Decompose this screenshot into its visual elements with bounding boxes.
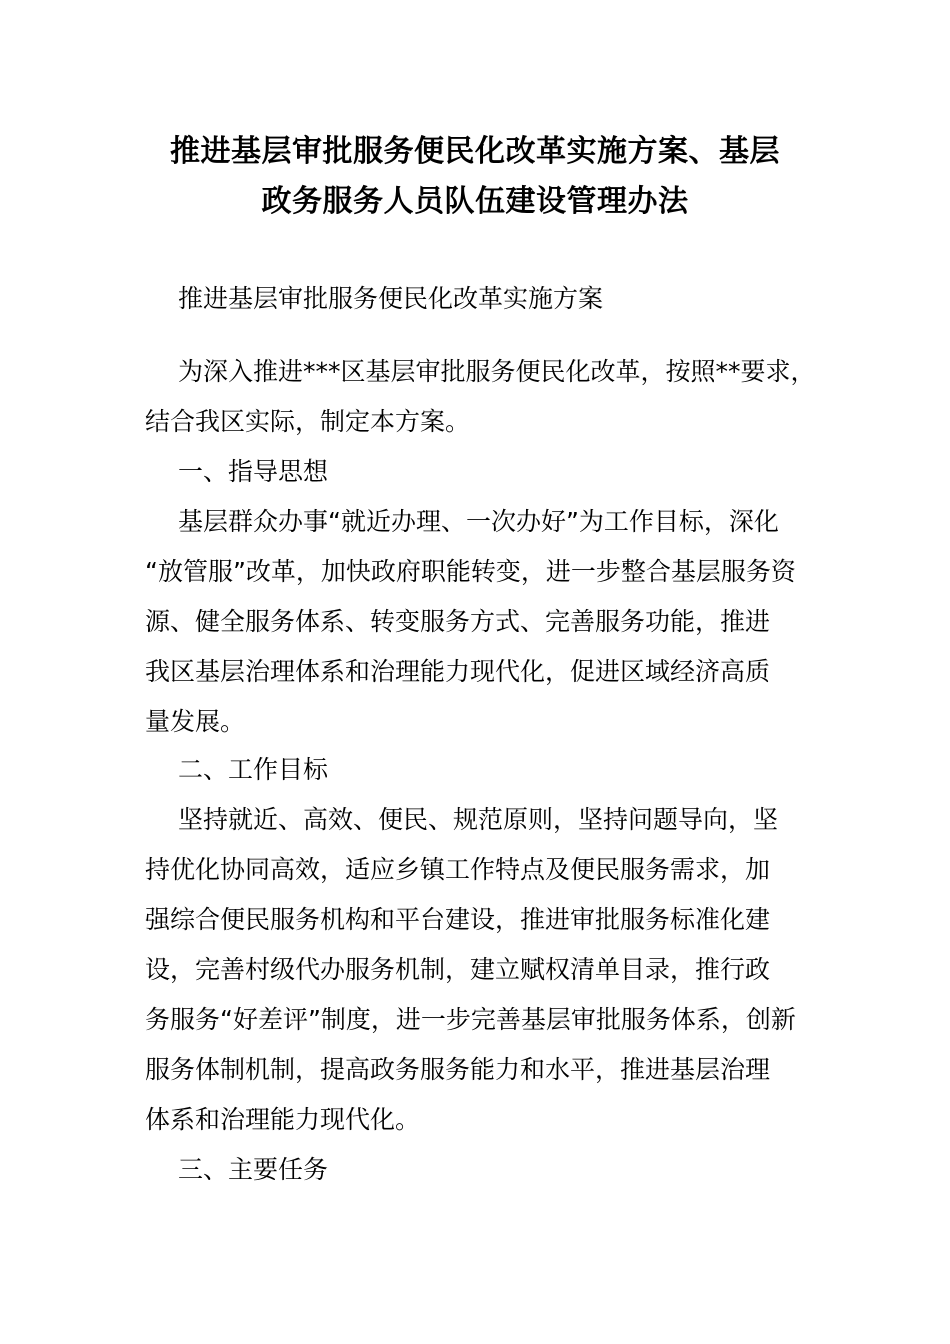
section-1-line-3: 源、健全服务体系、转变服务方式、完善服务功能，推进 [145,607,771,636]
section-2-line-4: 设，完善村级代办服务机制，建立赋权清单目录，推行政 [145,955,771,984]
section-2-line-6: 服务体制机制，提高政务服务能力和水平，推进基层治理 [145,1055,771,1084]
section-1-line-1: 基层群众办事“就近办理、一次办好”为工作目标，深化 [178,507,779,536]
section-2-line-3: 强综合便民服务机构和平台建设，推进审批服务标准化建 [145,905,771,934]
section-1-heading: 一、指导思想 [178,457,329,486]
intro-line-1: 为深入推进***区基层审批服务便民化改革，按照**要求， [178,357,816,386]
section-1-line-4: 我区基层治理体系和治理能力现代化，促进区域经济高质 [145,657,771,686]
document-title-line-1: 推进基层审批服务便民化改革实施方案、基层 [170,134,780,169]
document-subtitle: 推进基层审批服务便民化改革实施方案 [178,284,604,313]
section-2-line-1: 坚持就近、高效、便民、规范原则，坚持问题导向，坚 [178,805,779,834]
intro-line-2: 结合我区实际，制定本方案。 [145,407,471,436]
section-2-line-5: 务服务“好差评”制度，进一步完善基层审批服务体系，创新 [145,1005,796,1034]
section-2-heading: 二、工作目标 [178,755,329,784]
section-2-line-2: 持优化协同高效，适应乡镇工作特点及便民服务需求，加 [145,855,771,884]
section-2-line-7: 体系和治理能力现代化。 [145,1105,421,1134]
section-3-heading: 三、主要任务 [178,1155,329,1184]
section-1-line-5: 量发展。 [145,707,246,736]
section-1-line-2: “放管服”改革，加快政府职能转变，进一步整合基层服务资 [145,557,796,586]
document-title-line-2: 政务服务人员队伍建设管理办法 [261,184,689,219]
